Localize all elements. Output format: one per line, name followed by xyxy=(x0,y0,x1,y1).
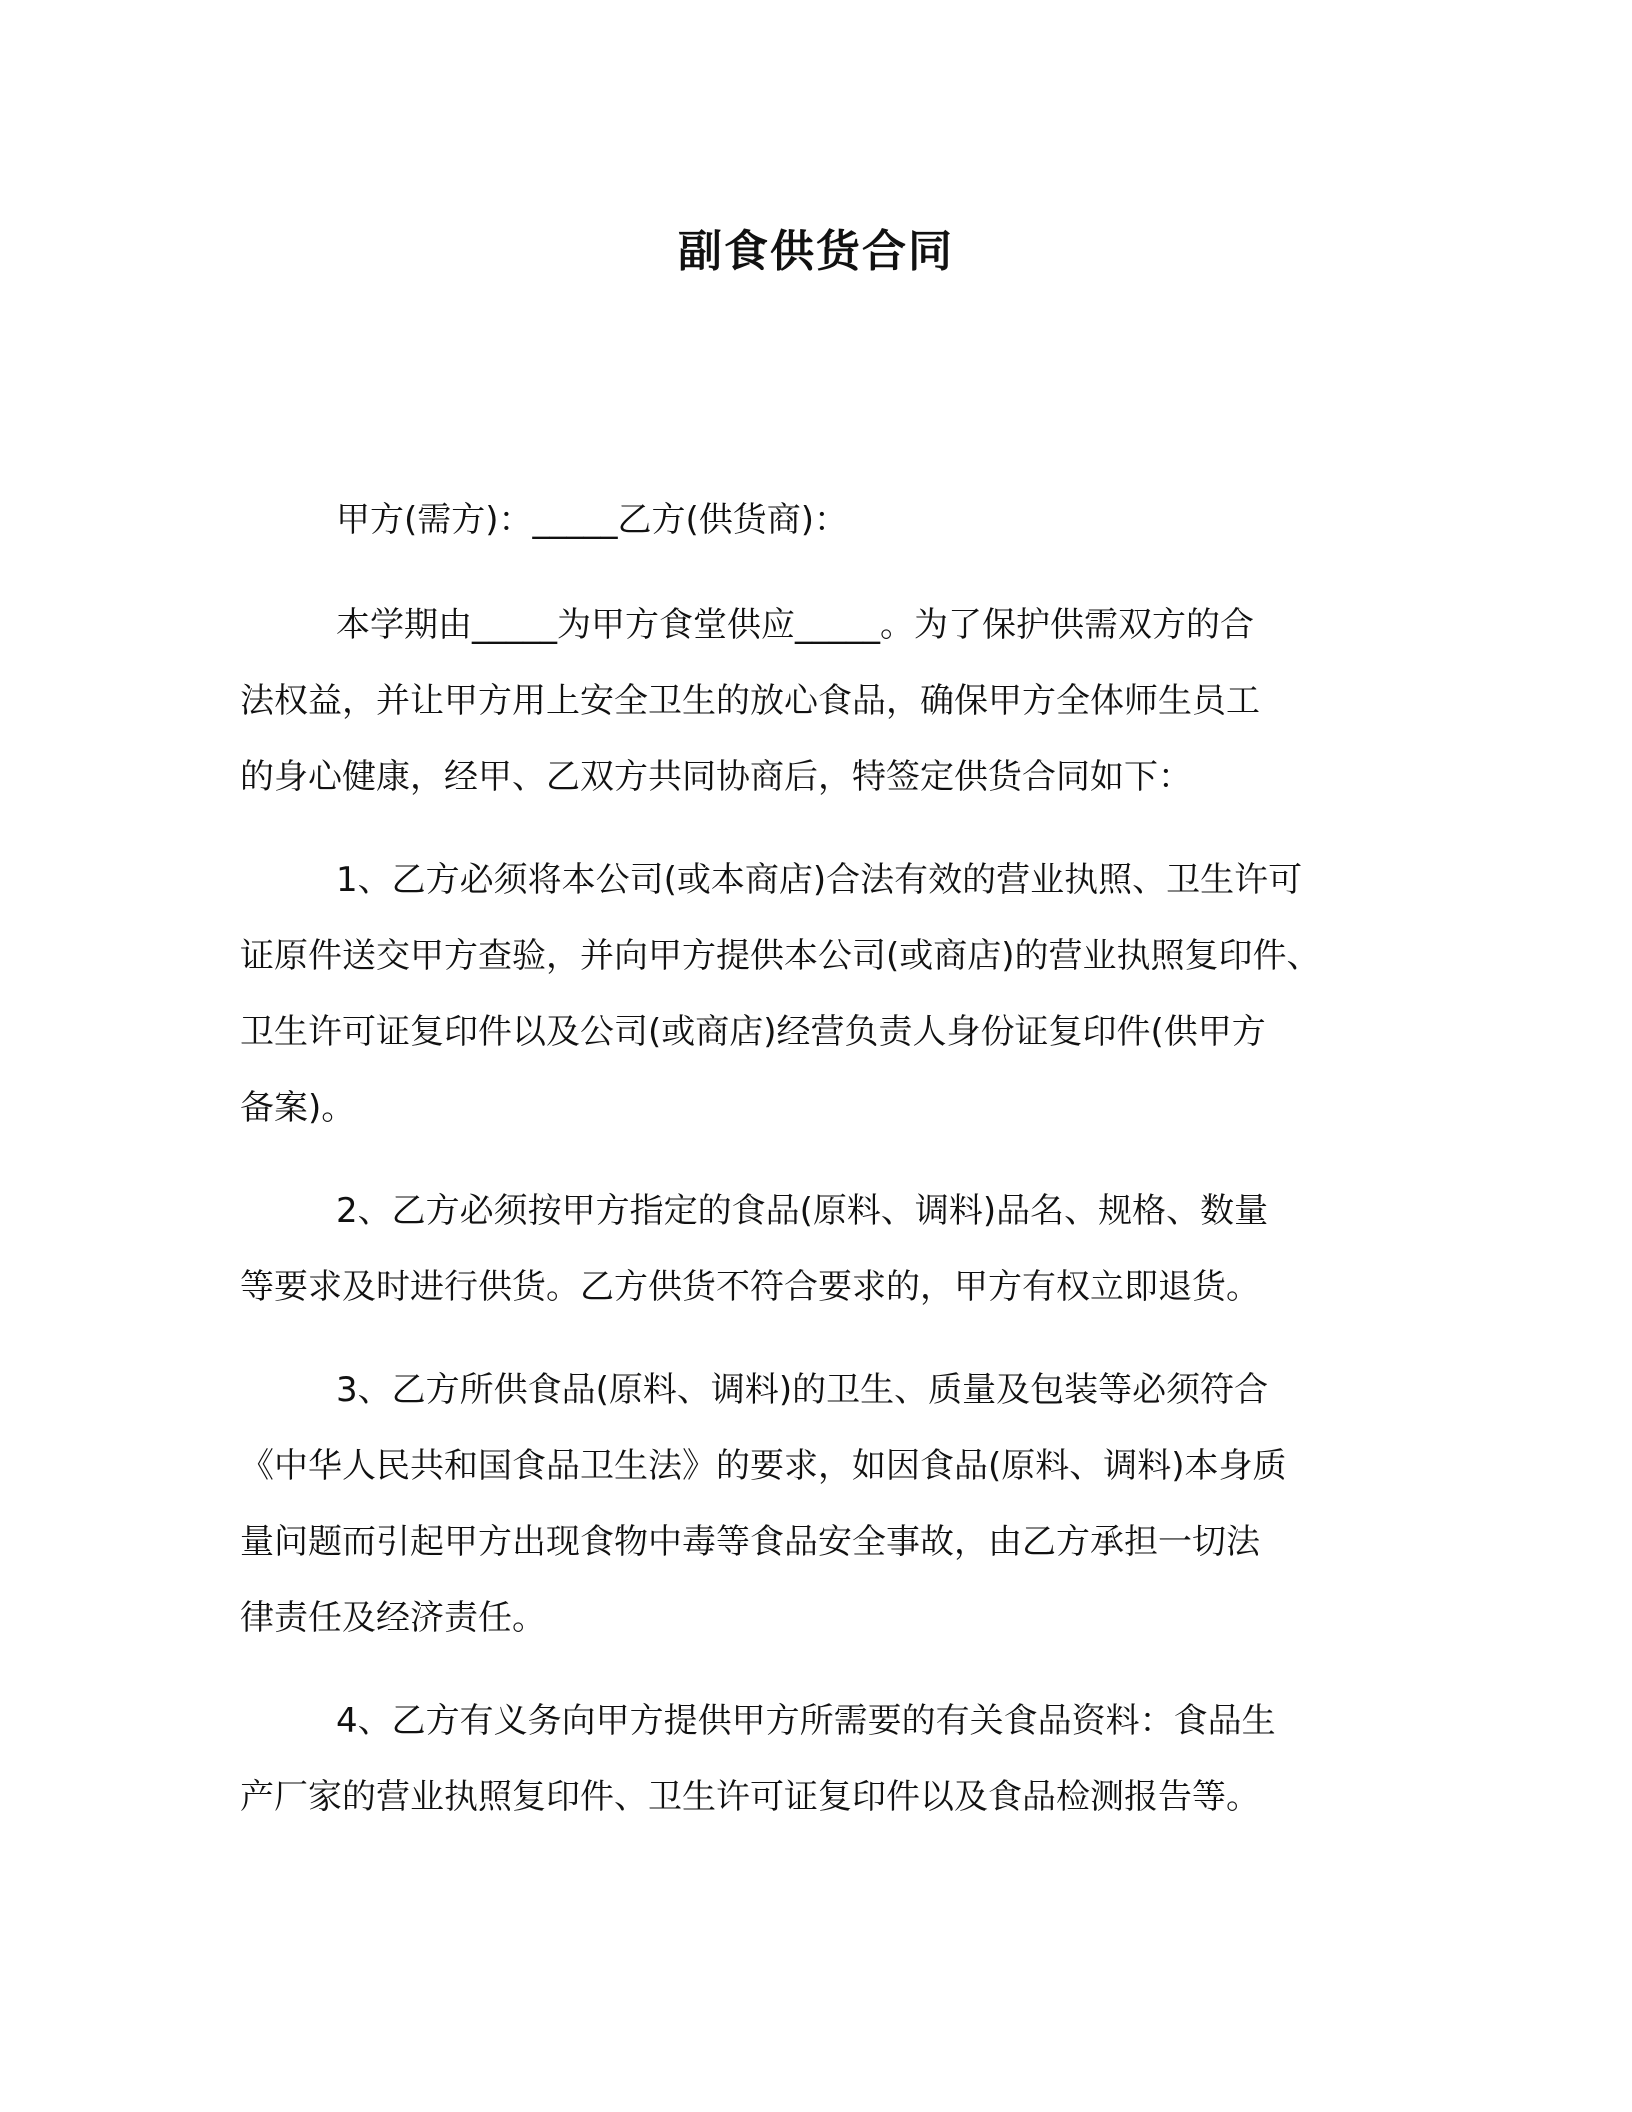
document-title: 副食供货合同 xyxy=(678,226,954,277)
clause-2-line-1: 2、乙方必须按甲方指定的食品(原料、调料)品名、规格、数量 xyxy=(336,1191,1269,1231)
clause-4-line-2: 产厂家的营业执照复印件、卫生许可证复印件以及食品检测报告等。 xyxy=(240,1777,1260,1817)
parties-line: 甲方(需方)：_____乙方(供货商)： xyxy=(336,500,849,540)
clause-3-line-1: 3、乙方所供食品(原料、调料)的卫生、质量及包装等必须符合 xyxy=(336,1370,1269,1410)
clause-3-line-4: 律责任及经济责任。 xyxy=(240,1598,546,1638)
clause-3-line-2: 《中华人民共和国食品卫生法》的要求，如因食品(原料、调料)本身质 xyxy=(240,1446,1287,1486)
clause-1-line-1: 1、乙方必须将本公司(或本商店)合法有效的营业执照、卫生许可 xyxy=(336,860,1303,900)
clause-3-line-3: 量问题而引起甲方出现食物中毒等食品安全事故，由乙方承担一切法 xyxy=(240,1522,1260,1562)
clause-4-line-1: 4、乙方有义务向甲方提供甲方所需要的有关食品资料：食品生 xyxy=(336,1701,1276,1741)
intro-line-3: 的身心健康，经甲、乙双方共同协商后，特签定供货合同如下： xyxy=(240,757,1192,797)
clause-1-line-4: 备案)。 xyxy=(240,1088,356,1128)
clause-1-line-3: 卫生许可证复印件以及公司(或商店)经营负责人身份证复印件(供甲方 xyxy=(240,1012,1266,1052)
intro-line-1: 本学期由_____为甲方食堂供应_____。为了保护供需双方的合 xyxy=(336,605,1254,645)
clause-2-line-2: 等要求及时进行供货。乙方供货不符合要求的，甲方有权立即退货。 xyxy=(240,1267,1260,1307)
clause-1-line-2: 证原件送交甲方查验，并向甲方提供本公司(或商店)的营业执照复印件、 xyxy=(240,936,1321,976)
intro-line-2: 法权益，并让甲方用上安全卫生的放心食品，确保甲方全体师生员工 xyxy=(240,681,1260,721)
